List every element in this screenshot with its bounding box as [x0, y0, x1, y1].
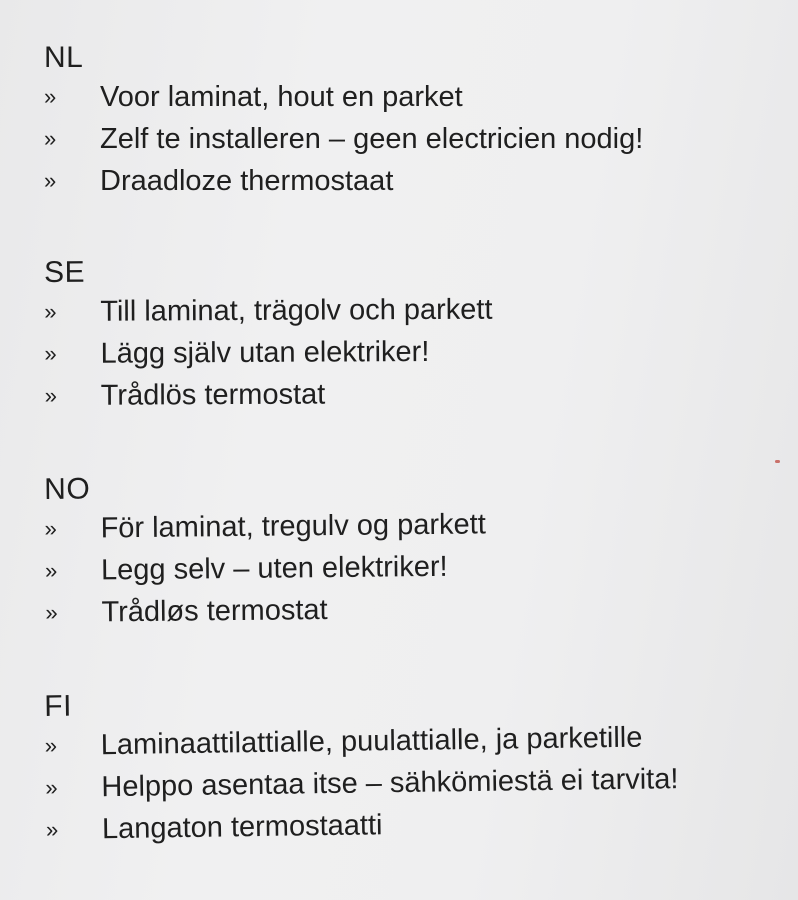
list-item-text: Legg selv – uten elektriker! [100, 550, 448, 587]
list-item-text: Trådlös termostat [100, 378, 326, 412]
bullet-icon: » [44, 382, 58, 408]
list-item [45, 371, 785, 417]
list-item [44, 76, 784, 118]
list-item-text: Laminaattilattialle, puulattialle, ja parketille [100, 721, 643, 762]
bullet-icon: » [45, 816, 59, 842]
list-item [44, 160, 784, 202]
list-item [44, 118, 784, 160]
section-fi [44, 679, 786, 851]
list-item [45, 584, 785, 634]
list-item [46, 799, 787, 851]
list-item-text: Lägg själv utan elektriker! [100, 335, 430, 370]
bullet-icon: » [44, 732, 58, 758]
section-no [44, 464, 786, 634]
bullet-icon: » [44, 126, 57, 151]
bullet-icon: » [44, 84, 57, 109]
section-nl [44, 40, 784, 202]
list-item-text: Helppo asentaa itse – sähkömiestä ei tarvita! [101, 763, 679, 804]
language-heading: FI [44, 689, 73, 723]
bullet-icon: » [45, 774, 58, 800]
list-item-text: Till laminat, trägolv och parkett [100, 293, 493, 328]
list-item [44, 329, 784, 375]
list-item-text: Zelf te installeren – geen electricien nodig! [100, 123, 644, 155]
list-item [44, 287, 784, 333]
bullet-icon: » [44, 557, 58, 583]
list-item-text: Voor laminat, hout en parket [100, 81, 463, 113]
bullet-icon: » [44, 298, 57, 324]
language-heading: NL [44, 41, 84, 74]
bullet-icon: » [44, 168, 57, 193]
language-heading: SE [44, 255, 86, 289]
bullet-icon: » [44, 340, 57, 366]
list-item-text: Draadloze thermostaat [100, 165, 394, 197]
list-item-text: Trådløs termostat [101, 594, 328, 629]
list-item-text: För laminat, tregulv og parkett [100, 508, 486, 545]
bullet-icon: » [44, 515, 57, 541]
list-item-text: Langaton termostaatti [101, 809, 383, 846]
section-se [44, 251, 785, 417]
print-speck [775, 460, 780, 463]
bullet-icon: » [45, 599, 58, 625]
language-heading: NO [44, 472, 91, 506]
